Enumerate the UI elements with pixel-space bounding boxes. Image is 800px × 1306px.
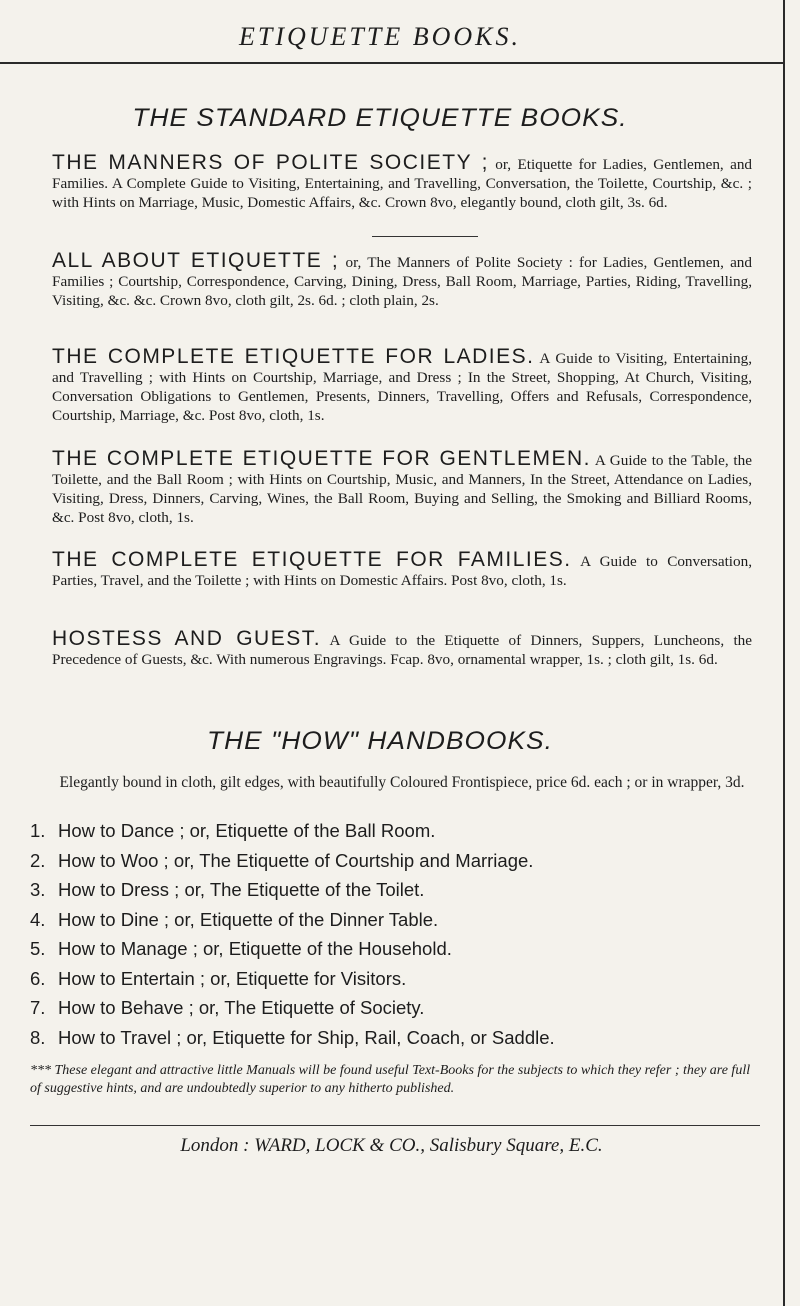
entry-title: THE COMPLETE ETIQUETTE FOR LADIES.	[52, 345, 535, 368]
item-title: How to Woo ; or, The Etiquette of Courtship and Marriage.	[58, 849, 534, 871]
item-title: How to Travel ; or, Etiquette for Ship, Rail, Coach, or Saddle.	[58, 1026, 555, 1048]
entry-title: HOSTESS AND GUEST.	[52, 627, 322, 650]
entry-etiquette-for-families	[52, 550, 752, 590]
running-head: ETIQUETTE BOOKS.	[238, 22, 521, 51]
item-title: How to Dance ; or, Etiquette of the Ball Room.	[58, 820, 436, 841]
list-item	[30, 850, 760, 880]
list-item	[30, 938, 760, 968]
right-border-rule	[783, 0, 785, 1306]
item-number: 8.	[30, 1026, 46, 1048]
item-title: How to Entertain ; or, Etiquette for Visitors.	[58, 967, 407, 989]
entry-title: THE MANNERS OF POLITE SOCIETY ;	[52, 151, 489, 174]
item-number: 1.	[30, 820, 46, 841]
item-number: 5.	[30, 938, 46, 959]
entry-description: or, The Manners of Polite Society : for Ladies, Gentlemen, and Families ; Courtship, Correspondence, Carving, Dining, Dress, Ball Room, Marriage, Parties, Riding, Travelling, Visiting, &c. &c. Crown 8vo, cloth gilt, 2s. 6d. ; cloth plain, 2s.	[52, 254, 752, 309]
list-item	[30, 879, 760, 909]
entry-description: A Guide to the Etiquette of Dinners, Suppers, Luncheons, the Precedence of Guests, &c. With numerous Engravings. Fcap. 8vo, ornamental wrapper, 1s. ; cloth gilt, 1s. 6d.	[52, 632, 752, 668]
header-rule	[0, 62, 783, 64]
entry-etiquette-for-gentlemen	[52, 449, 752, 527]
list-item	[30, 909, 760, 939]
entry-title: ALL ABOUT ETIQUETTE ;	[52, 249, 340, 272]
entry-title: THE COMPLETE ETIQUETTE FOR FAMILIES.	[52, 548, 572, 571]
item-number: 6.	[30, 967, 46, 989]
list-item	[30, 1027, 760, 1057]
footnote-note: *** These elegant and attractive little Manuals will be found useful Text-Books for the subjects to which they refer ; they are full of suggestive hints, and are undoubtedly superior to any hitherto published.	[30, 1063, 751, 1096]
list-item	[30, 968, 760, 998]
entry-description: A Guide to the Table, the Toilette, and the Ball Room ; with Hints on Courtship, Music, and Manners, In the Street, Attendance on Ladies, Visiting, Dress, Dinners, Carving, Wines, the Ball Room, Buying and Selling, the Smoking and Billiard Rooms, &c. Post 8vo, cloth, 1s.	[52, 452, 752, 526]
item-number: 2.	[30, 849, 46, 871]
item-number: 3.	[30, 879, 46, 900]
entry-all-about-etiquette	[52, 251, 752, 310]
item-title: How to Dine ; or, Etiquette of the Dinner Table.	[58, 908, 439, 930]
entry-description: A Guide to Visiting, Entertaining, and Travelling ; with Hints on Courtship, Marriage, and Dress ; In the Street, Shopping, At Church, Visiting, Conversation Obligations to Gentlemen, Presents, Dinners, Travelling, Offers and Refusals, Correspondence, Courtship, Marriage, &c. Post 8vo, cloth, 1s.	[52, 350, 753, 424]
how-handbooks-list	[30, 820, 760, 1056]
item-number: 4.	[30, 908, 46, 930]
list-item	[30, 997, 760, 1027]
entry-manners-of-polite-society	[52, 153, 752, 212]
entry-title: THE COMPLETE ETIQUETTE FOR GENTLEMEN.	[52, 447, 591, 470]
item-number: 7.	[30, 997, 46, 1018]
item-title: How to Manage ; or, Etiquette of the Household.	[58, 938, 452, 959]
list-item	[30, 820, 760, 850]
entry-description: or, Etiquette for Ladies, Gentlemen, and Families. A Complete Guide to Visiting, Entertaining, and Travelling, Conversation, the Toilette, Courtship, &c. ; with Hints on Marriage, Music, Domestic Affairs, &c. Crown 8vo, elegantly bound, cloth gilt, 3s. 6d.	[52, 156, 753, 211]
section-title-standard: THE STANDARD ETIQUETTE BOOKS.	[132, 104, 628, 132]
how-handbooks-intro: Elegantly bound in cloth, gilt edges, with beautifully Coloured Frontispiece, price 6d. each ; or in wrapper, 3d.	[59, 774, 745, 791]
entry-hostess-and-guest	[52, 629, 752, 669]
item-title: How to Dress ; or, The Etiquette of the Toilet.	[58, 879, 425, 900]
section-title-how-handbooks: THE "HOW" HANDBOOKS.	[207, 727, 553, 755]
entry-divider	[372, 236, 478, 237]
entry-description: A Guide to Conversation, Parties, Travel, and the Toilette ; with Hints on Domestic Affairs. Post 8vo, cloth, 1s.	[52, 553, 752, 589]
entry-etiquette-for-ladies	[52, 347, 752, 425]
footer-rule	[30, 1125, 760, 1126]
item-title: How to Behave ; or, The Etiquette of Society.	[58, 997, 425, 1018]
publisher-imprint: London : WARD, LOCK & CO., Salisbury Square, E.C.	[180, 1135, 603, 1156]
